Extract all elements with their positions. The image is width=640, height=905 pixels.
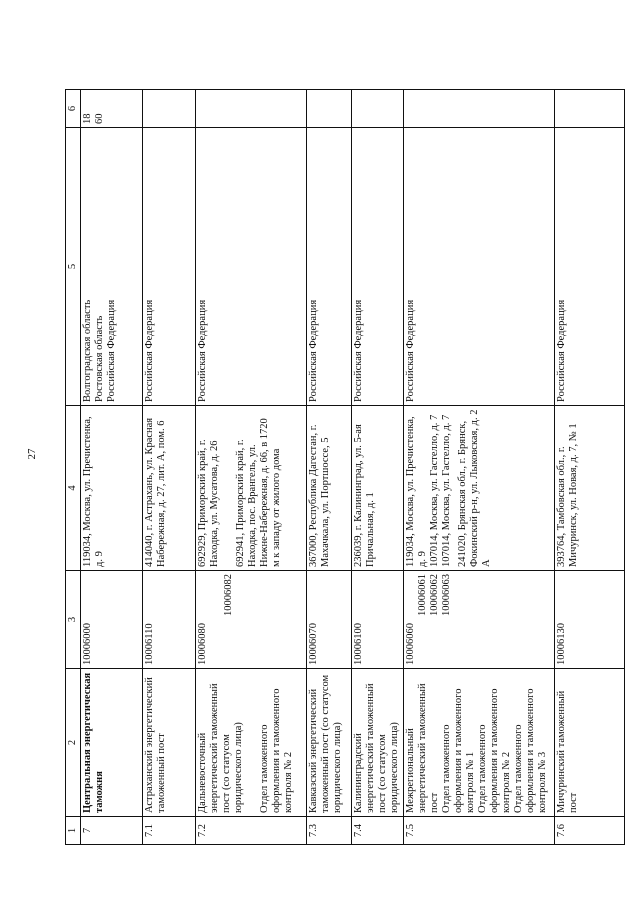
post-address-cell [351, 406, 403, 571]
post-region-cell [142, 128, 195, 406]
post-name-cell [142, 669, 195, 817]
post-name-cell [404, 669, 555, 817]
post-region-cell [81, 128, 143, 406]
post-name-cell [306, 669, 351, 817]
table-row [555, 90, 625, 845]
post-name-cell [81, 669, 143, 817]
post-code: 10006070 [307, 623, 319, 665]
post-name: Межрегиональный энергетический таможенный пост [405, 683, 441, 813]
row-number: 7.1 [142, 817, 195, 845]
column-header: 4 [66, 406, 81, 571]
post-name: Дальневосточный энергетический таможенный пост (со статусом юридического лица) [196, 683, 244, 813]
post-region: Российская Федерация [196, 299, 208, 402]
post-quantity-cell [306, 90, 351, 128]
post-code: 10006062 [429, 574, 441, 616]
post-code: 10006000 [82, 623, 93, 665]
table-row [351, 90, 403, 845]
post-code: 10006063 [441, 574, 453, 616]
post-code: 10006061 [417, 574, 429, 616]
table-row [306, 90, 351, 845]
post-region: Волгоградская область [82, 299, 93, 402]
post-address-cell [306, 406, 351, 571]
post-address: 241020, Брянская обл., г. Брянск, Фокинский р-н, ул. Лыковская, д. 2 А [457, 409, 493, 567]
column-header: 1 [66, 817, 81, 845]
column-header: 2 [66, 669, 81, 817]
post-region-cell [555, 128, 625, 406]
row-number: 7 [81, 817, 143, 845]
post-address-cell [142, 406, 195, 571]
post-region-cell [306, 128, 351, 406]
post-code-cell [555, 571, 625, 669]
post-region: Российская Федерация [143, 299, 155, 402]
row-number: 7.5 [404, 817, 555, 845]
row-number: 7.6 [555, 817, 625, 845]
post-name: Отдел таможенного оформления и таможенного контроля № 2 [477, 688, 513, 813]
post-address: 692941, Приморский край, г. Находка, пос. Врангель, ул. Нижне-Набережная, д. 66, в 1720 м к западу от жилого дома [234, 418, 282, 567]
post-code: 10006080 [196, 623, 208, 665]
post-region: Российская Федерация [405, 299, 417, 402]
post-name: Кавказский энергетический таможенный пост (со статусом юридического лица) [307, 674, 343, 813]
post-name: Астраханский энергетический таможенный пост [143, 677, 167, 813]
post-address: 367000, Республика Дагестан, г. Махачкала, ул. Портшоссе, 5 [307, 424, 331, 567]
post-address: 414040, г. Астрахань, ул. Красная Набережная, д. 27, лит. А, пом. 6 [143, 417, 167, 567]
post-region: Российская Федерация [106, 299, 117, 402]
post-region: Ростовская область [94, 315, 105, 402]
post-address: 393764, Тамбовская обл., г. Мичуринск, ул. Новая, д. 7, № 1 [556, 423, 580, 567]
post-quantity-cell [81, 90, 143, 128]
post-region-cell [351, 128, 403, 406]
customs-posts-table [65, 89, 625, 845]
post-region-cell [195, 128, 306, 406]
post-address: 119034, Москва, ул. Пречистенка, д. 9 [82, 416, 105, 567]
document-table-container [65, 90, 625, 845]
post-code-cell [142, 571, 195, 669]
column-header: 3 [66, 571, 81, 669]
row-number: 7.4 [351, 817, 403, 845]
post-address-cell [81, 406, 143, 571]
post-name: Отдел таможенного оформления и таможенного контроля № 2 [258, 688, 294, 813]
post-name-cell [555, 669, 625, 817]
post-name: Отдел таможенного оформления и таможенного контроля № 1 [441, 688, 477, 813]
post-region: Российская Федерация [307, 299, 319, 402]
post-quantity-cell [555, 90, 625, 128]
table-row [195, 90, 306, 845]
post-address: 119034, Москва, ул. Пречистенка, д. 9 [405, 416, 429, 567]
post-region-cell [404, 128, 555, 406]
post-code: 10006100 [352, 623, 364, 665]
post-address: 107014, Москва, ул. Гастелло, д. 7 [429, 414, 441, 567]
post-name: Калининградский энергетический таможенный пост (со статусом юридического лица) [352, 683, 400, 813]
column-number-row [66, 90, 81, 845]
post-code-cell [81, 571, 143, 669]
post-name-cell [195, 669, 306, 817]
post-quantity-cell [351, 90, 403, 128]
column-header: 6 [66, 90, 81, 128]
post-code-cell [195, 571, 306, 669]
post-code: 10006130 [556, 623, 568, 665]
post-address: 107014, Москва, ул. Гастелло, д. 7 [441, 414, 453, 567]
page-number: 27 [26, 448, 38, 460]
table-row [404, 90, 555, 845]
post-code-cell [404, 571, 555, 669]
table-row [81, 90, 143, 845]
column-header: 5 [66, 128, 81, 406]
post-code-cell [351, 571, 403, 669]
post-address: 692929, Приморский край, г. Находка, ул. Мусатова, д. 26 [196, 439, 220, 567]
post-name: Отдел таможенного оформления и таможенного контроля № 3 [513, 688, 549, 813]
row-number: 7.3 [306, 817, 351, 845]
post-address-cell [404, 406, 555, 571]
post-name-cell [351, 669, 403, 817]
row-number: 7.2 [195, 817, 306, 845]
post-name: Центральная энергетическая таможня [82, 672, 105, 813]
post-name: Мичуринский таможенный пост [556, 690, 580, 813]
post-address-cell [195, 406, 306, 571]
post-code: 10006060 [405, 623, 417, 665]
post-quantity-cell [142, 90, 195, 128]
table-body [81, 90, 625, 845]
post-code-cell [306, 571, 351, 669]
post-quantity-cell [195, 90, 306, 128]
post-region: Российская Федерация [352, 299, 364, 402]
post-quantity: 18 [82, 113, 93, 124]
post-region: Российская Федерация [556, 299, 568, 402]
post-quantity-cell [404, 90, 555, 128]
table-row [142, 90, 195, 845]
post-quantity: 60 [94, 113, 105, 124]
post-code: 10006110 [143, 623, 155, 665]
post-address: 236039, г. Калининград, ул. 5-ая Причальная, д. 1 [352, 424, 376, 567]
post-code: 10006082 [222, 574, 234, 616]
post-address-cell [555, 406, 625, 571]
